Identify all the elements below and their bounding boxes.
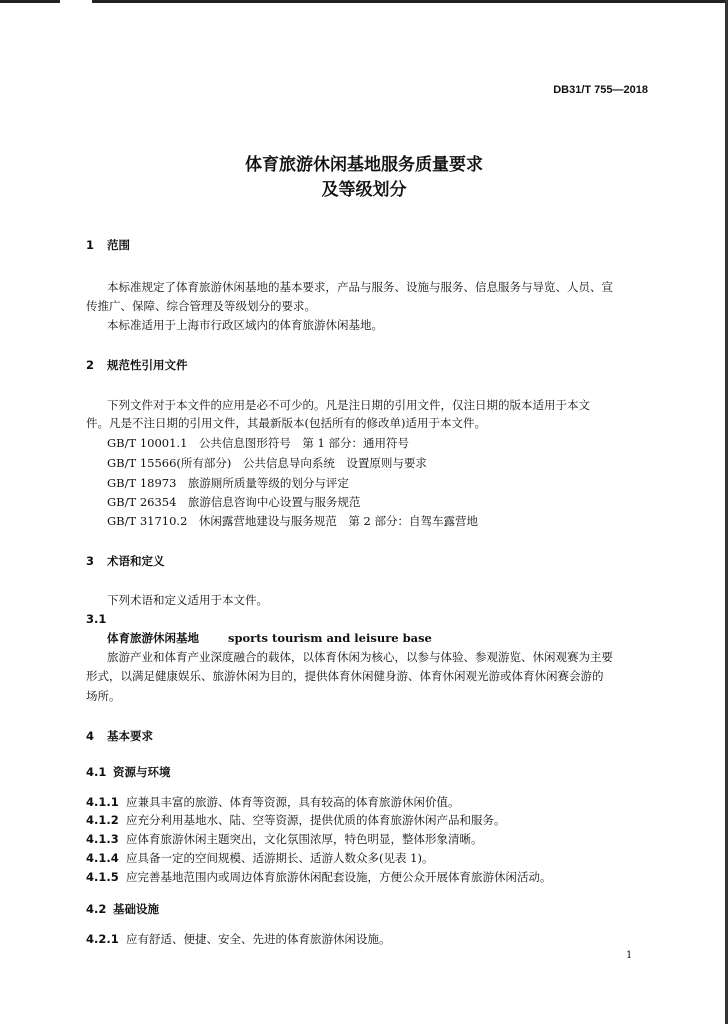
clause-number: 4.1.5 xyxy=(86,870,119,884)
term-chinese: 体育旅游休闲基地 xyxy=(107,631,199,645)
reference-item: GB/T 15566(所有部分) 公共信息导向系统 设置原则与要求 xyxy=(107,456,427,470)
reference-item: GB/T 31710.2 休闲露营地建设与服务规范 第 2 部分：自驾车露营地 xyxy=(107,514,479,528)
doc-code: DB31/T 755—2018 xyxy=(553,84,648,96)
clause-number: 4.1.4 xyxy=(86,851,119,865)
clause-number: 4.1.2 xyxy=(86,813,119,827)
clause-4-2-1-text: 应有舒适、便捷、安全、先进的体育旅游休闲设施。 xyxy=(126,932,391,946)
doc-title-line2: 及等级划分 xyxy=(321,180,407,200)
section-1-heading: 范围 xyxy=(107,238,130,252)
clause-3-1-number: 3.1 xyxy=(86,612,107,626)
term-definition-line1: 旅游产业和体育产业深度融合的载体，以体育休闲为核心，以参与体验、参观游览、休闲观赛为主要 xyxy=(107,650,613,664)
section-1-number: 1 xyxy=(86,238,95,252)
page-number: 1 xyxy=(626,950,633,961)
section-2-para-line2: 件。凡是不注日期的引用文件，其最新版本(包括所有的修改单)适用于本文件。 xyxy=(86,416,486,430)
clause-text: 应完善基地范围内或周边体育旅游休闲配套设施，方便公众开展体育旅游休闲活动。 xyxy=(126,870,552,884)
reference-item: GB/T 18973 旅游厕所质量等级的划分与评定 xyxy=(107,476,349,490)
top-border-left xyxy=(0,0,60,3)
term-english: sports tourism and leisure base xyxy=(228,631,432,645)
term-definition-line2: 形式，以满足健康娱乐、旅游休闲为目的，提供体育休闲健身游、体育休闲观光游或体育休闲赛会游的 xyxy=(86,669,604,683)
doc-title-line1: 体育旅游休闲基地服务质量要求 xyxy=(245,155,483,175)
clause-4-2-1-number: 4.2.1 xyxy=(86,932,119,946)
clause-4-2-heading: 基础设施 xyxy=(113,902,159,916)
clause-4-1-number: 4.1 xyxy=(86,765,107,779)
section-2-para-line1: 下列文件对于本文件的应用是必不可少的。凡是注日期的引用文件，仅注日期的版本适用于本文 xyxy=(107,398,590,412)
clause-number: 4.1.1 xyxy=(86,795,119,809)
clause-4-2-number: 4.2 xyxy=(86,902,107,916)
clause-4-1-heading: 资源与环境 xyxy=(113,765,171,779)
section-1-para1-line2: 传推广、保障、综合管理及等级划分的要求。 xyxy=(86,299,316,313)
section-1-para2: 本标准适用于上海市行政区域内的体育旅游休闲基地。 xyxy=(107,318,383,332)
section-4-heading: 基本要求 xyxy=(107,729,153,743)
section-3-heading: 术语和定义 xyxy=(107,554,165,568)
clause-text: 应具备一定的空间规模、适游期长、适游人数众多(见表 1)。 xyxy=(126,851,434,865)
reference-item: GB/T 10001.1 公共信息图形符号 第 1 部分：通用符号 xyxy=(107,436,410,450)
clause-text: 应体育旅游休闲主题突出，文化氛围浓厚，特色明显，整体形象清晰。 xyxy=(126,832,483,846)
clause-text: 应兼具丰富的旅游、体育等资源，具有较高的体育旅游休闲价值。 xyxy=(126,795,460,809)
clause-number: 4.1.3 xyxy=(86,832,119,846)
reference-item: GB/T 26354 旅游信息咨询中心设置与服务规范 xyxy=(107,495,361,509)
section-2-heading: 规范性引用文件 xyxy=(107,358,188,372)
top-border-right xyxy=(92,0,728,3)
section-3-number: 3 xyxy=(86,554,95,568)
top-border xyxy=(0,0,728,4)
section-2-number: 2 xyxy=(86,358,95,372)
section-3-intro: 下列术语和定义适用于本文件。 xyxy=(107,593,268,607)
clause-text: 应充分利用基地水、陆、空等资源，提供优质的体育旅游休闲产品和服务。 xyxy=(126,813,506,827)
section-1-para1-line1: 本标准规定了体育旅游休闲基地的基本要求，产品与服务、设施与服务、信息服务与导览、人员、宣 xyxy=(107,280,613,294)
term-definition-line3: 场所。 xyxy=(86,689,121,703)
section-4-number: 4 xyxy=(86,729,95,743)
